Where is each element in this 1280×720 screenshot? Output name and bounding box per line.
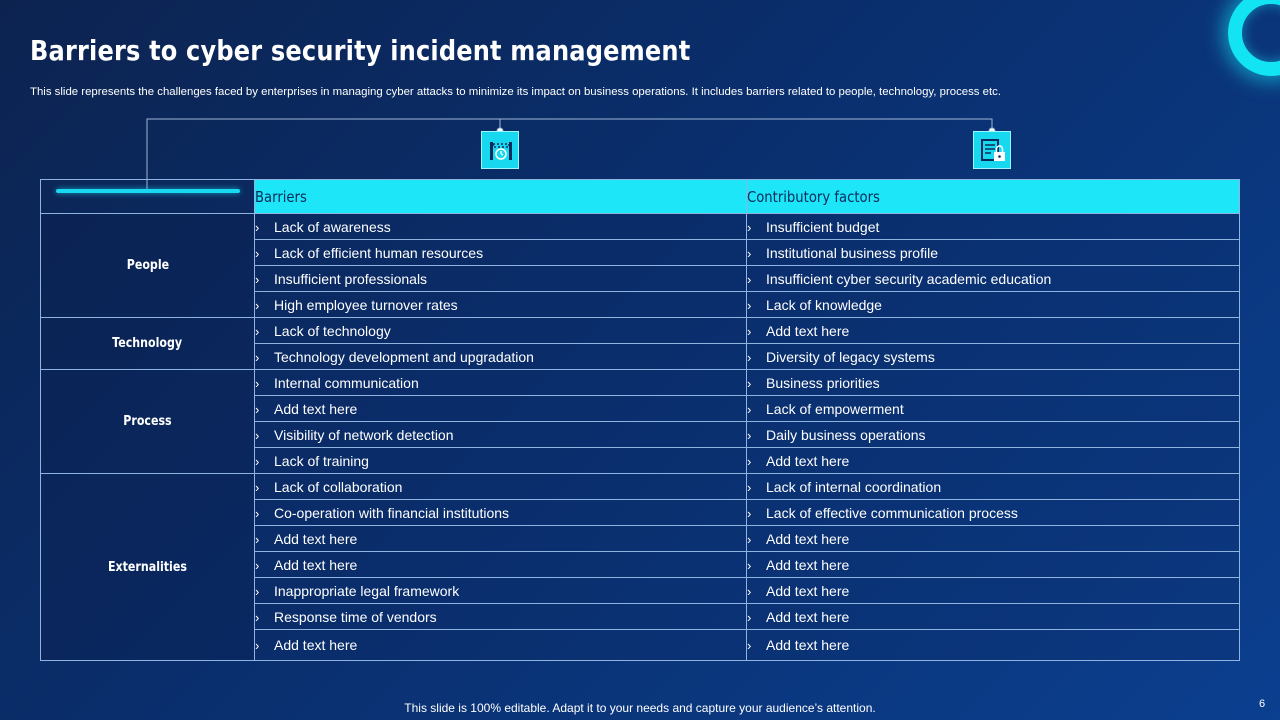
cell-text: Lack of knowledge bbox=[766, 296, 882, 313]
barrier-cell bbox=[255, 526, 747, 552]
cell-text: Lack of effective communication process bbox=[766, 504, 1018, 521]
barrier-cell bbox=[255, 292, 747, 318]
chevron-right-icon: › bbox=[747, 219, 752, 235]
cell-text: Inappropriate legal framework bbox=[274, 582, 460, 599]
chevron-right-icon: › bbox=[747, 271, 752, 287]
contributory-factor-cell bbox=[747, 266, 1240, 292]
cell-text: Technology development and upgradation bbox=[274, 348, 534, 365]
chevron-right-icon: › bbox=[747, 479, 752, 495]
contributory-factor-cell bbox=[747, 552, 1240, 578]
cell-text: Add text here bbox=[766, 452, 850, 469]
chevron-right-icon: › bbox=[255, 505, 260, 521]
chevron-right-icon: › bbox=[747, 297, 752, 313]
contributory-factor-cell bbox=[747, 500, 1240, 526]
cell-text: Add text here bbox=[766, 582, 850, 599]
chevron-right-icon: › bbox=[255, 271, 260, 287]
chevron-right-icon: › bbox=[747, 557, 752, 573]
category-cell bbox=[41, 318, 255, 370]
table-row bbox=[41, 370, 1240, 396]
category-cell bbox=[41, 474, 255, 661]
contributory-factor-cell bbox=[747, 422, 1240, 448]
cell-text: Add text here bbox=[766, 322, 850, 339]
cell-text: Insufficient cyber security academic education bbox=[766, 270, 1052, 287]
chevron-right-icon: › bbox=[255, 375, 260, 391]
slide-title: Barriers to cyber security incident management bbox=[30, 34, 691, 67]
table-body bbox=[41, 214, 1240, 661]
table-row bbox=[41, 318, 1240, 344]
cell-text: Lack of efficient human resources bbox=[274, 244, 484, 261]
category-cell bbox=[41, 370, 255, 474]
chevron-right-icon: › bbox=[255, 349, 260, 365]
contributory-factor-cell bbox=[747, 604, 1240, 630]
barrier-cell bbox=[255, 630, 747, 661]
contributory-factor-cell bbox=[747, 292, 1240, 318]
chevron-right-icon: › bbox=[255, 427, 260, 443]
chevron-right-icon: › bbox=[747, 638, 752, 653]
cell-text: Response time of vendors bbox=[274, 608, 437, 625]
contributory-factor-cell bbox=[747, 396, 1240, 422]
barrier-cell bbox=[255, 266, 747, 292]
table-corner bbox=[41, 180, 255, 214]
table-row bbox=[41, 214, 1240, 240]
chevron-right-icon: › bbox=[255, 219, 260, 235]
chevron-right-icon: › bbox=[747, 323, 752, 339]
barrier-cell bbox=[255, 318, 747, 344]
category-label: Process bbox=[123, 414, 172, 429]
slide-subtitle: This slide represents the challenges faced by enterprises in managing cyber attacks to minimize its impact on business operations. It includes barriers related to people, technology, process etc. bbox=[30, 86, 1002, 98]
barrier-cell bbox=[255, 422, 747, 448]
slide-footer: This slide is 100% editable. Adapt it to your needs and capture your audience’s attention. bbox=[404, 701, 876, 715]
contributory-factor-cell bbox=[747, 474, 1240, 500]
page-number: 6 bbox=[1259, 698, 1266, 710]
chevron-right-icon: › bbox=[255, 531, 260, 547]
contributory-factor-cell bbox=[747, 578, 1240, 604]
barrier-cell bbox=[255, 240, 747, 266]
cell-text: Lack of awareness bbox=[274, 218, 391, 235]
barrier-gate-icon bbox=[481, 131, 519, 169]
barrier-cell bbox=[255, 344, 747, 370]
chevron-right-icon: › bbox=[747, 349, 752, 365]
chevron-right-icon: › bbox=[747, 453, 752, 469]
chevron-right-icon: › bbox=[255, 401, 260, 417]
category-label: People bbox=[126, 258, 169, 273]
contributory-factor-cell bbox=[747, 214, 1240, 240]
contributory-factor-cell bbox=[747, 448, 1240, 474]
chevron-right-icon: › bbox=[255, 638, 260, 653]
chevron-right-icon: › bbox=[255, 583, 260, 599]
chevron-right-icon: › bbox=[747, 401, 752, 417]
connector-lines bbox=[0, 0, 1280, 200]
cell-text: Lack of empowerment bbox=[766, 400, 904, 417]
chevron-right-icon: › bbox=[255, 323, 260, 339]
chevron-right-icon: › bbox=[747, 427, 752, 443]
barrier-cell bbox=[255, 500, 747, 526]
cell-text: Lack of technology bbox=[274, 322, 391, 339]
cell-text: Add text here bbox=[274, 556, 358, 573]
header-contributory-factors: Contributory factors bbox=[747, 180, 1240, 214]
chevron-right-icon: › bbox=[255, 297, 260, 313]
chevron-right-icon: › bbox=[255, 609, 260, 625]
cell-text: Lack of collaboration bbox=[274, 478, 403, 495]
cell-text: Add text here bbox=[274, 637, 358, 653]
barrier-cell bbox=[255, 448, 747, 474]
cell-text: Daily business operations bbox=[766, 426, 926, 443]
cell-text: Business priorities bbox=[766, 374, 880, 391]
chevron-right-icon: › bbox=[747, 609, 752, 625]
chevron-right-icon: › bbox=[255, 245, 260, 261]
chevron-right-icon: › bbox=[747, 531, 752, 547]
cell-text: Lack of training bbox=[274, 452, 369, 469]
cell-text: High employee turnover rates bbox=[274, 296, 458, 313]
chevron-right-icon: › bbox=[747, 375, 752, 391]
contributory-factor-cell bbox=[747, 526, 1240, 552]
chevron-right-icon: › bbox=[747, 245, 752, 261]
cell-text: Institutional business profile bbox=[766, 244, 938, 261]
contributory-factor-cell bbox=[747, 370, 1240, 396]
contributory-factor-cell bbox=[747, 344, 1240, 370]
barriers-table bbox=[40, 179, 1240, 661]
category-label: Externalities bbox=[108, 559, 187, 575]
chevron-right-icon: › bbox=[255, 479, 260, 495]
cell-text: Co-operation with financial institutions bbox=[274, 504, 510, 521]
category-cell bbox=[41, 214, 255, 318]
barrier-cell bbox=[255, 552, 747, 578]
contributory-factor-cell bbox=[747, 318, 1240, 344]
chevron-right-icon: › bbox=[747, 505, 752, 521]
cell-text: Insufficient professionals bbox=[274, 270, 428, 287]
table-row bbox=[41, 474, 1240, 500]
category-label: Technology bbox=[112, 336, 183, 351]
cell-text: Add text here bbox=[274, 400, 358, 417]
cell-text: Add text here bbox=[766, 637, 850, 653]
cell-text: Lack of internal coordination bbox=[766, 478, 942, 495]
chevron-right-icon: › bbox=[255, 557, 260, 573]
chevron-right-icon: › bbox=[255, 453, 260, 469]
barrier-cell bbox=[255, 214, 747, 240]
barrier-cell bbox=[255, 578, 747, 604]
contributory-factor-cell bbox=[747, 630, 1240, 661]
chevron-right-icon: › bbox=[747, 583, 752, 599]
cell-text: Add text here bbox=[766, 608, 850, 625]
cell-text: Add text here bbox=[766, 556, 850, 573]
barrier-cell bbox=[255, 396, 747, 422]
cell-text: Add text here bbox=[766, 530, 850, 547]
secure-document-icon bbox=[973, 131, 1011, 169]
cell-text: Visibility of network detection bbox=[274, 426, 454, 443]
barrier-cell bbox=[255, 604, 747, 630]
cell-text: Add text here bbox=[274, 530, 358, 547]
barrier-cell bbox=[255, 474, 747, 500]
contributory-factor-cell bbox=[747, 240, 1240, 266]
cell-text: Diversity of legacy systems bbox=[766, 348, 935, 365]
barrier-cell bbox=[255, 370, 747, 396]
cell-text: Insufficient budget bbox=[766, 218, 880, 235]
header-barriers: Barriers bbox=[255, 180, 747, 214]
cell-text: Internal communication bbox=[274, 374, 419, 391]
